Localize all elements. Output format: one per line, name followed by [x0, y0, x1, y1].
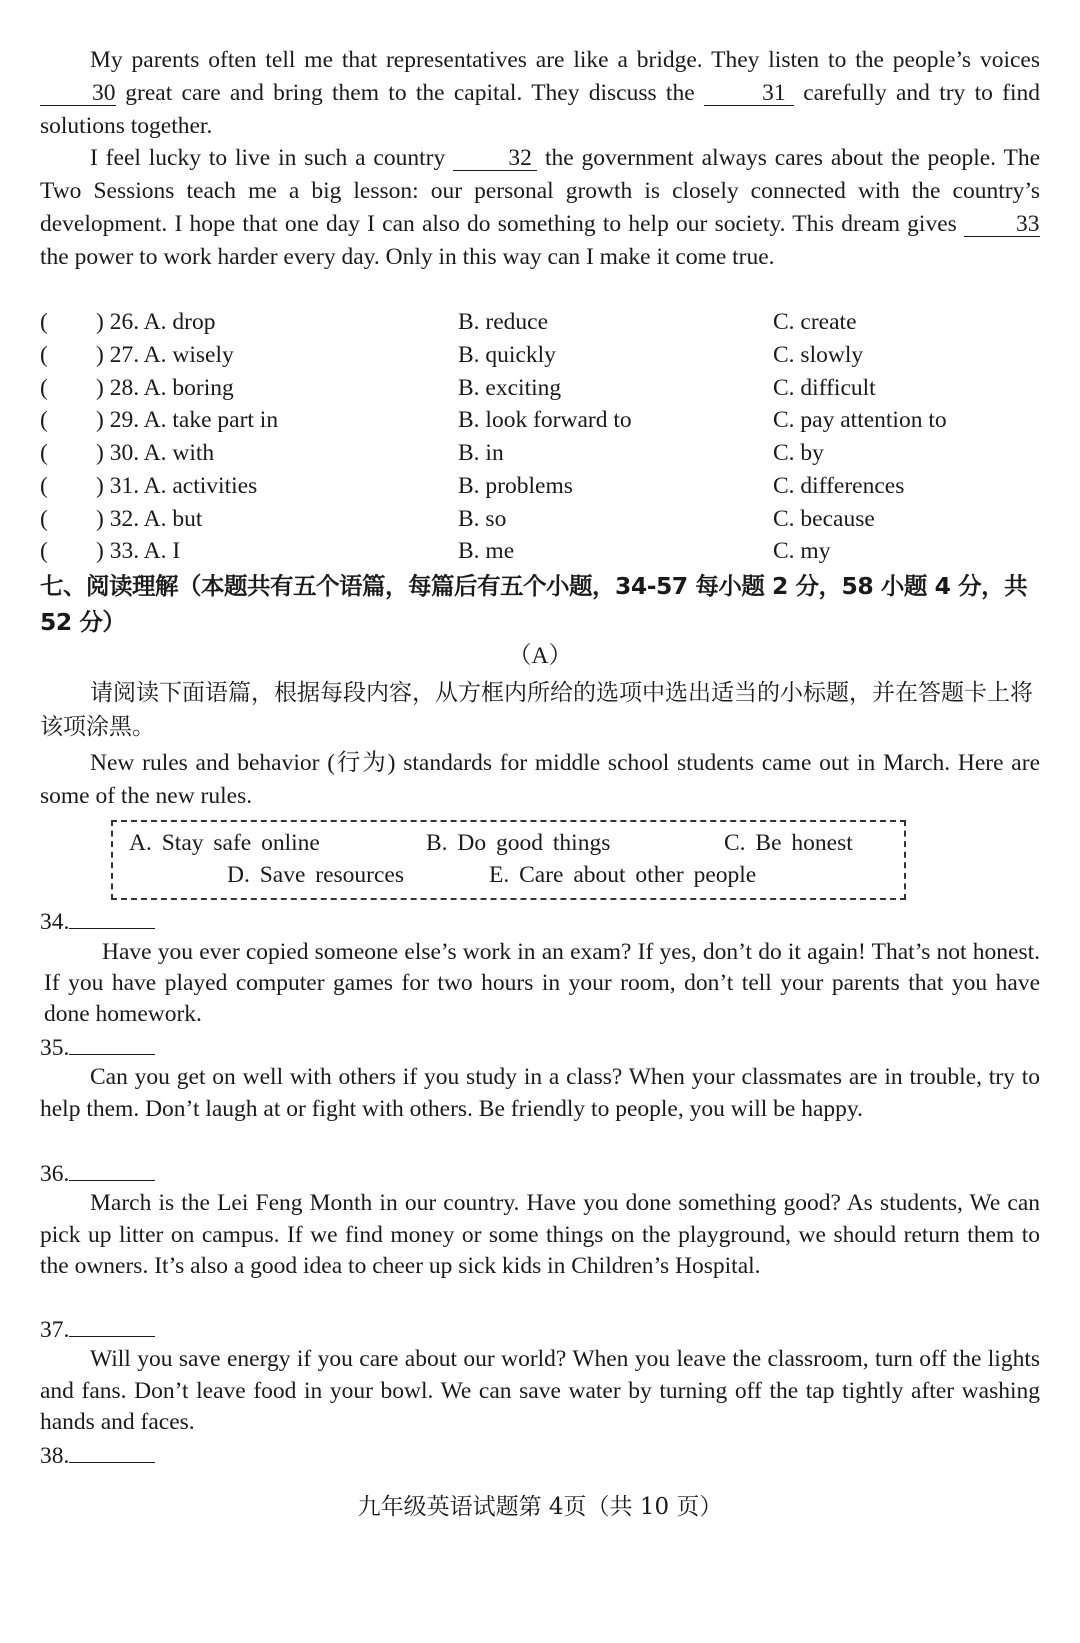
answer-line — [69, 1314, 155, 1337]
question-number: 34. — [40, 909, 70, 935]
answer-paren: ( — [40, 506, 48, 532]
option-c: C. differences — [773, 473, 905, 499]
answer-paren: ( — [40, 473, 48, 499]
option-a — [96, 372, 234, 405]
box-option-c: C. Be honest — [724, 830, 853, 856]
answer-paren-close: ) — [96, 342, 104, 368]
option-b: B. look forward to — [458, 407, 632, 433]
passage-text: My parents often tell me that representatives are like a bridge. They listen to the people’s voices — [90, 47, 1040, 73]
option-b: B. problems — [458, 473, 573, 499]
question-35-label — [40, 1032, 155, 1063]
option-a-text: 29. A. take part in — [109, 407, 279, 433]
option-b: B. me — [458, 538, 515, 564]
passage-text: the power to work harder every day. Only in this way can I make it come true. — [40, 244, 775, 270]
option-a-text: 33. A. I — [109, 538, 181, 564]
answer-line — [69, 906, 155, 929]
answer-line — [69, 1032, 155, 1055]
box-option-b: B. Do good things — [426, 830, 611, 856]
option-a — [96, 503, 202, 536]
question-34-text: Have you ever copied someone else’s work in an exam? If yes, don’t do it again! That’s not honest. If you have played computer games for two hours in your room, don’t tell your parents that you have done homework. — [44, 939, 1040, 1027]
answer-line — [69, 1158, 155, 1181]
question-35-text: Can you get on well with others if you study in a class? When your classmates are in trouble, try to help them. Don’t laugh at or fight with others. Be friendly to people, you will be happy. — [40, 1064, 1040, 1122]
answer-line — [69, 1440, 155, 1463]
answer-paren: ( — [40, 440, 48, 466]
answer-paren: ( — [40, 538, 48, 564]
option-a-text: 26. A. drop — [109, 309, 216, 335]
option-row-32 — [40, 503, 1040, 536]
option-a-text: 31. A. activities — [109, 473, 258, 499]
option-row-29 — [40, 404, 1040, 437]
page-footer: 九年级英语试题第 4页（共 10 页） — [357, 1494, 723, 1520]
option-a — [96, 437, 214, 470]
option-a — [96, 339, 234, 372]
answer-paren: ( — [40, 375, 48, 401]
answer-paren-close: ) — [96, 407, 104, 433]
question-number: 36. — [40, 1161, 70, 1187]
option-a-text: 30. A. with — [109, 440, 215, 466]
option-a-text: 32. A. but — [109, 506, 203, 532]
question-34-label — [40, 906, 155, 937]
option-row-27 — [40, 339, 1040, 372]
option-row-26 — [40, 306, 1040, 339]
option-b: B. so — [458, 506, 507, 532]
question-number: 37. — [40, 1317, 70, 1343]
blank-30: 30 — [40, 81, 116, 106]
passage-paragraph-1 — [40, 44, 1040, 143]
blank-33: 33 — [964, 212, 1040, 237]
option-a — [96, 306, 215, 339]
question-number: 38. — [40, 1443, 70, 1469]
answer-paren-close: ) — [96, 375, 104, 401]
passage-paragraph-2 — [40, 142, 1040, 274]
answer-paren: ( — [40, 309, 48, 335]
answer-paren-close: ) — [96, 506, 104, 532]
option-a-text: 27. A. wisely — [109, 342, 234, 368]
option-c: C. my — [773, 538, 831, 564]
option-row-30 — [40, 437, 1040, 470]
option-b: B. in — [458, 440, 504, 466]
answer-paren-close: ) — [96, 538, 104, 564]
option-b: B. exciting — [458, 375, 562, 401]
option-a — [96, 470, 257, 503]
question-36-label — [40, 1158, 155, 1189]
answer-paren: ( — [40, 342, 48, 368]
question-37-label — [40, 1314, 155, 1345]
question-38-label — [40, 1440, 155, 1471]
option-c: C. create — [773, 309, 857, 335]
box-option-a: A. Stay safe online — [129, 830, 320, 856]
passage-text: great care and bring them to the capital. They discuss the — [125, 80, 695, 106]
option-row-28 — [40, 372, 1040, 405]
option-row-31 — [40, 470, 1040, 503]
answer-paren-close: ) — [96, 309, 104, 335]
option-c: C. pay attention to — [773, 407, 947, 433]
question-37-text: Will you save energy if you care about our world? When you leave the classroom, turn off the lights and fans. Don’t leave food in your bowl. We can save water by turning off the tap tightly after washing hands and faces. — [40, 1346, 1040, 1435]
heading-options-box — [111, 820, 906, 900]
option-c: C. difficult — [773, 375, 876, 401]
option-c: C. because — [773, 506, 875, 532]
option-a — [96, 404, 278, 437]
intro-paragraph: New rules and behavior (行为) standards for middle school students came out in March. Here are some of the new rules. — [40, 750, 1040, 809]
answer-paren: ( — [40, 407, 48, 433]
option-row-33 — [40, 535, 1040, 568]
option-b: B. reduce — [458, 309, 549, 335]
question-number: 35. — [40, 1035, 70, 1061]
box-option-e: E. Care about other people — [489, 862, 757, 888]
question-36-text: March is the Lei Feng Month in our country. Have you done something good? As students, We can pick up litter on campus. If we find money or some things on the playground, we should return them to the owners. It’s also a good idea to cheer up sick kids in Children’s Hospital. — [40, 1190, 1040, 1279]
box-option-d: D. Save resources — [227, 862, 405, 888]
instruction-text: 请阅读下面语篇，根据每段内容，从方框内所给的选项中选出适当的小标题，并在答题卡上将该项涂黑。 — [40, 680, 1033, 740]
passage-text: I feel lucky to live in such a country — [90, 145, 446, 171]
option-a-text: 28. A. boring — [109, 375, 234, 401]
option-a — [96, 535, 180, 568]
answer-paren-close: ) — [96, 440, 104, 466]
blank-32: 32 — [453, 146, 537, 171]
blank-31: 31 — [704, 81, 794, 106]
section-heading: 七、阅读理解（本题共有五个语篇，每篇后有五个小题，34-57 每小题 2 分，58 小题 4 分，共 52 分） — [40, 572, 1028, 636]
passage-text: the government always cares about the people. The Two Sessions teach me a big lesson: our personal growth is closely connected with the country’s development. I hope that one day I can also do something to help our society. This dream gives — [40, 145, 1041, 237]
answer-paren-close: ) — [96, 473, 104, 499]
option-c: C. by — [773, 440, 824, 466]
option-b: B. quickly — [458, 342, 556, 368]
part-title: （A） — [508, 643, 572, 669]
passage-text: carefully and try to find solutions together. — [40, 80, 1040, 139]
option-c: C. slowly — [773, 342, 864, 368]
